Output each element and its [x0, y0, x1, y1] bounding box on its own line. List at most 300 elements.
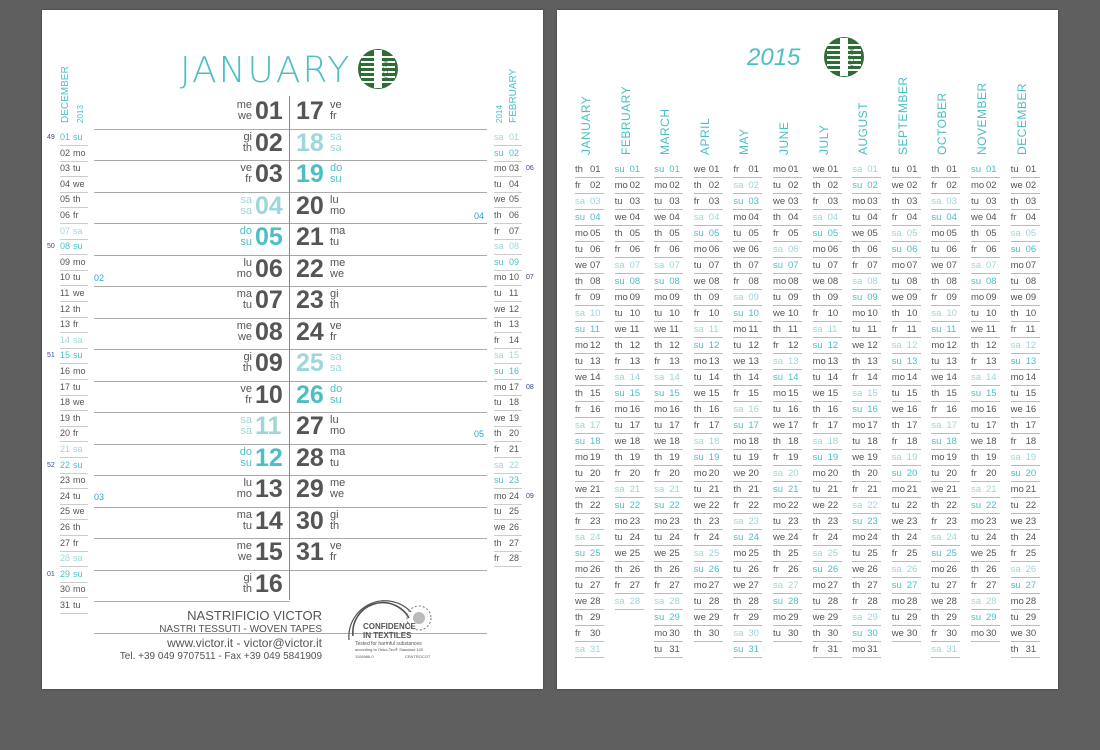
date-cell [615, 194, 644, 210]
day-abbr: we [654, 212, 667, 223]
date-number: 23 [669, 516, 680, 527]
day-name [330, 447, 345, 469]
date-number: 07 [1025, 260, 1037, 271]
month-header: OCTOBER [935, 92, 950, 155]
date-cell [654, 562, 683, 578]
date-cell [852, 498, 881, 514]
month-marker: 05 [474, 429, 485, 440]
company-name: NASTRIFICIO VICTOR [187, 608, 322, 623]
date-cell [892, 354, 921, 370]
year-title: 2015 [747, 44, 801, 71]
date-cell [813, 242, 842, 258]
next-month-day [494, 520, 522, 536]
date-number: 26 [867, 564, 878, 575]
day-abbr: su [891, 356, 902, 367]
date-number: 31 [669, 644, 680, 655]
day-abbr: sa [852, 500, 863, 511]
date-cell [1011, 162, 1040, 178]
date-cell [931, 578, 960, 594]
day-abbr: su [614, 388, 625, 399]
date-cell [852, 338, 881, 354]
day-abbr: fr [931, 180, 938, 191]
date-number: 25 [1025, 548, 1037, 559]
day-abbr: sa [812, 548, 823, 559]
day-number: 24 [60, 490, 71, 501]
date-number: 12 [629, 340, 641, 351]
day-name-it: me [236, 99, 252, 111]
day-name-it: do [239, 225, 252, 237]
date-number: 02 [827, 180, 839, 191]
day-abbr: fr [614, 468, 621, 479]
day-abbr: sa [654, 260, 665, 271]
day-abbr: tu [733, 564, 742, 575]
next-month-day [494, 208, 522, 224]
day-abbr: fr [575, 516, 581, 527]
day-abbr: tu [733, 340, 742, 351]
date-cell [773, 418, 802, 434]
day-abbr: fr [812, 196, 819, 207]
day-abbr: th [1010, 532, 1019, 543]
date-cell [773, 450, 802, 466]
date-cell [615, 274, 644, 290]
date-cell [813, 194, 842, 210]
day-abbr: tu [812, 484, 821, 495]
date-cell [813, 498, 842, 514]
day-name-it: gi [330, 288, 339, 300]
day-abbr: th [575, 612, 583, 623]
date-cell [654, 354, 683, 370]
day-abbr: we [614, 212, 627, 223]
week-number: 08 [526, 383, 534, 391]
date-number: 08 [1025, 276, 1037, 287]
date-cell [694, 162, 723, 178]
date-number: 06 [986, 244, 997, 255]
date-cell [1011, 178, 1040, 194]
row-divider [94, 349, 487, 350]
day-abbr: sa [852, 164, 863, 175]
day-number: 17 [60, 381, 71, 392]
day-name-en: fr [330, 330, 337, 343]
month-marker: 02 [94, 273, 105, 284]
day-name: sa [494, 241, 504, 252]
day-abbr: fr [693, 196, 700, 207]
day-name [222, 163, 252, 185]
date-number: 04 [669, 212, 680, 223]
next-month-day [494, 473, 522, 489]
date-number: 30 [906, 628, 918, 639]
day-name: th [73, 194, 81, 205]
day-abbr: su [852, 628, 863, 639]
day-abbr: we [852, 564, 865, 575]
day-abbr: tu [733, 452, 742, 463]
day-abbr: th [812, 516, 821, 527]
date-cell [852, 594, 881, 610]
day-abbr: fr [1010, 436, 1017, 447]
date-number: 17 [669, 420, 680, 431]
prev-month-day [60, 208, 88, 224]
date-number: 18 [1025, 436, 1037, 447]
date-number: 02 [946, 180, 957, 191]
date-number: 30 [669, 628, 680, 639]
date-cell [773, 466, 802, 482]
day-abbr: we [575, 484, 588, 495]
day-abbr: fr [773, 228, 779, 239]
row-divider [94, 192, 487, 193]
date-number: 25 [669, 548, 680, 559]
day-number: 26 [296, 380, 324, 409]
date-cell [733, 242, 762, 258]
next-month-label: FEBRUARY [508, 68, 519, 123]
day-name [330, 258, 345, 280]
day-abbr: tu [931, 580, 940, 591]
day-abbr: tu [891, 164, 900, 175]
day-abbr: fr [891, 324, 898, 335]
date-number: 21 [906, 484, 918, 495]
day-abbr: sa [852, 388, 863, 399]
day-abbr: we [891, 404, 904, 415]
day-abbr: su [654, 276, 665, 287]
day-abbr: fr [773, 452, 779, 463]
day-name: su [73, 241, 83, 252]
date-cell [931, 626, 960, 642]
day-name [222, 510, 252, 532]
date-number: 13 [1025, 356, 1037, 367]
date-cell [615, 546, 644, 562]
day-abbr: mo [971, 180, 985, 191]
day-abbr: th [1010, 196, 1019, 207]
date-cell [892, 258, 921, 274]
day-abbr: th [654, 452, 663, 463]
day-number: 22 [296, 254, 324, 283]
day-abbr: fr [971, 580, 977, 591]
prev-month-day [60, 395, 88, 411]
date-number: 13 [946, 356, 957, 367]
date-cell [852, 306, 881, 322]
date-cell [694, 626, 723, 642]
day-abbr: we [693, 500, 706, 511]
date-number: 02 [748, 180, 759, 191]
date-number: 14 [590, 372, 601, 383]
date-number: 06 [708, 244, 720, 255]
day-number: 31 [60, 600, 71, 610]
week-number: 52 [47, 461, 55, 469]
date-cell [615, 306, 644, 322]
day-number: 19 [296, 160, 324, 188]
day-abbr: fr [852, 596, 858, 607]
date-cell [931, 290, 960, 306]
date-number: 25 [788, 548, 799, 559]
next-month-day [494, 130, 522, 146]
day-number: 09 [60, 256, 71, 267]
date-cell [733, 546, 762, 562]
day-abbr: tu [1010, 500, 1019, 511]
date-number: 03 [867, 196, 878, 207]
logo-text: VICTOR [850, 45, 856, 69]
date-number: 28 [748, 596, 759, 607]
date-number: 05 [590, 228, 601, 239]
date-number: 24 [906, 532, 918, 543]
date-number: 05 [946, 228, 957, 239]
date-number: 29 [748, 612, 759, 623]
date-cell [892, 562, 921, 578]
date-cell [773, 370, 802, 386]
day-number: 18 [296, 128, 324, 157]
day-abbr: th [654, 340, 663, 351]
day-abbr: sa [733, 628, 744, 639]
date-number: 01 [906, 164, 918, 175]
day-abbr: we [654, 548, 667, 559]
day-number: 19 [509, 412, 520, 423]
victor-logo-icon [357, 48, 399, 90]
date-number: 27 [708, 580, 720, 591]
day-abbr: th [733, 372, 742, 383]
row-divider [94, 507, 487, 508]
date-cell [813, 386, 842, 402]
date-number: 08 [946, 276, 957, 287]
day-abbr: mo [971, 516, 985, 527]
day-abbr: mo [733, 548, 747, 559]
day-name-en: sa [330, 362, 342, 374]
day-name-en: th [242, 582, 252, 595]
day-abbr: mo [654, 516, 668, 527]
day-abbr: th [575, 500, 583, 511]
date-number: 30 [748, 628, 759, 639]
date-number: 23 [946, 516, 957, 527]
date-cell [773, 306, 802, 322]
day-abbr: su [693, 564, 704, 575]
date-cell [773, 338, 802, 354]
day-number: 06 [255, 254, 283, 283]
day-abbr: su [971, 500, 982, 511]
date-number: 17 [748, 420, 759, 431]
day-abbr: th [614, 228, 623, 239]
date-cell [892, 290, 921, 306]
day-abbr: su [733, 308, 744, 319]
day-number: 25 [296, 349, 324, 377]
next-month-day [494, 270, 522, 286]
date-number: 27 [986, 580, 997, 591]
date-number: 25 [590, 548, 601, 559]
prev-month-day [60, 270, 88, 286]
date-cell [971, 482, 1000, 498]
date-number: 16 [946, 404, 957, 415]
date-cell [931, 562, 960, 578]
day-abbr: mo [773, 500, 787, 511]
date-number: 12 [946, 340, 957, 351]
day-abbr: tu [931, 356, 940, 367]
date-number: 25 [748, 548, 759, 559]
date-cell [615, 210, 644, 226]
date-number: 04 [1025, 212, 1037, 223]
date-cell [694, 306, 723, 322]
week-number: 01 [47, 570, 55, 578]
day-abbr: th [575, 388, 583, 399]
day-number: 26 [509, 522, 520, 532]
day-abbr: fr [1010, 324, 1017, 335]
day-abbr: mo [812, 580, 826, 591]
day-abbr: we [693, 612, 706, 623]
date-number: 31 [827, 644, 839, 655]
day-abbr: tu [852, 212, 861, 223]
day-name-en: sa [240, 425, 252, 437]
date-number: 22 [986, 500, 997, 511]
date-number: 06 [629, 244, 641, 255]
date-number: 16 [906, 404, 918, 415]
day-abbr: sa [852, 612, 863, 623]
month-header: DECEMBER [1014, 82, 1029, 155]
next-month-day [494, 177, 522, 193]
date-cell [773, 482, 802, 498]
date-number: 11 [669, 324, 680, 335]
day-abbr: fr [812, 420, 819, 431]
day-abbr: we [575, 372, 588, 383]
day-abbr: sa [891, 452, 902, 463]
date-cell [1011, 274, 1040, 290]
day-name-en: mo [236, 267, 252, 280]
day-abbr: mo [575, 228, 589, 239]
date-number: 12 [906, 340, 918, 351]
date-cell [931, 594, 960, 610]
day-abbr: we [614, 548, 627, 559]
date-cell [852, 530, 881, 546]
date-cell [654, 306, 683, 322]
day-abbr: we [891, 292, 904, 303]
day-abbr: su [733, 644, 744, 655]
date-number: 12 [708, 340, 720, 351]
day-abbr: tu [654, 420, 663, 431]
day-abbr: tu [891, 612, 900, 623]
date-cell [694, 402, 723, 418]
row-divider [94, 381, 487, 382]
date-cell [694, 594, 723, 610]
date-cell [773, 514, 802, 530]
victor-logo [357, 48, 399, 90]
date-cell [1011, 546, 1040, 562]
date-cell [813, 450, 842, 466]
day-abbr: we [654, 324, 667, 335]
date-cell [733, 226, 762, 242]
date-cell [852, 354, 881, 370]
day-name-en: th [330, 519, 340, 532]
day-abbr: fr [575, 292, 581, 303]
day-abbr: mo [614, 180, 628, 191]
date-number: 14 [986, 372, 997, 383]
day-abbr: th [891, 420, 900, 431]
date-number: 24 [827, 532, 839, 543]
date-cell [931, 242, 960, 258]
day-name: su [494, 366, 504, 376]
day-abbr: su [773, 260, 784, 271]
date-number: 11 [1025, 324, 1036, 335]
row-divider [94, 286, 487, 287]
day-number: 08 [509, 241, 520, 252]
date-number: 02 [986, 180, 997, 191]
date-number: 18 [906, 436, 918, 447]
date-cell [971, 194, 1000, 210]
prev-month-day [60, 317, 88, 333]
date-number: 16 [590, 404, 601, 415]
day-abbr: sa [852, 276, 863, 287]
date-cell [852, 562, 881, 578]
date-number: 02 [906, 180, 918, 191]
date-number: 27 [788, 580, 799, 591]
day-name-en: fr [245, 173, 252, 185]
date-number: 15 [867, 388, 878, 399]
date-cell [971, 434, 1000, 450]
day-number: 07 [509, 225, 520, 236]
day-abbr: th [812, 628, 821, 639]
date-cell [773, 562, 802, 578]
day-name-it: gi [243, 351, 252, 363]
day-abbr: mo [812, 468, 826, 479]
date-cell [852, 546, 881, 562]
date-cell [694, 482, 723, 498]
prev-month-day [60, 161, 88, 177]
prev-month-day [60, 255, 88, 271]
date-number: 24 [788, 532, 799, 543]
prev-month-day [60, 286, 88, 302]
date-cell [892, 626, 921, 642]
date-number: 04 [590, 212, 601, 223]
date-cell [852, 210, 881, 226]
date-cell [931, 274, 960, 290]
day-name-it: lu [243, 256, 252, 269]
date-cell [813, 210, 842, 226]
day-number: 06 [60, 210, 71, 220]
day-abbr: su [812, 340, 823, 351]
day-abbr: th [971, 564, 979, 575]
date-cell [654, 530, 683, 546]
date-cell [931, 210, 960, 226]
day-name: we [494, 412, 506, 423]
date-number: 06 [906, 244, 918, 255]
day-abbr: su [971, 276, 982, 287]
date-number: 18 [669, 436, 680, 447]
date-cell [971, 546, 1000, 562]
date-cell [852, 466, 881, 482]
date-cell [575, 562, 604, 578]
day-abbr: mo [654, 292, 668, 303]
date-number: 17 [1025, 420, 1037, 431]
day-abbr: th [971, 340, 979, 351]
date-cell [615, 258, 644, 274]
day-abbr: th [891, 196, 900, 207]
oeko-tex-certificate [347, 600, 442, 665]
prev-month-day [60, 411, 88, 427]
date-cell [931, 194, 960, 210]
date-number: 25 [708, 548, 720, 559]
date-number: 09 [946, 292, 957, 303]
day-abbr: sa [1010, 452, 1021, 463]
day-number: 18 [509, 397, 520, 408]
date-cell [813, 466, 842, 482]
date-number: 29 [1025, 612, 1037, 623]
day-name [222, 321, 252, 343]
day-abbr: mo [773, 612, 787, 623]
day-abbr: fr [891, 548, 898, 559]
date-number: 25 [867, 548, 878, 559]
date-cell [971, 162, 1000, 178]
month-header: APRIL [697, 117, 712, 155]
day-abbr: we [812, 500, 825, 511]
date-cell [852, 642, 881, 658]
date-number: 30 [986, 628, 997, 639]
day-abbr: th [773, 212, 781, 223]
day-number: 07 [60, 225, 71, 236]
date-cell [971, 258, 1000, 274]
day-abbr: su [1010, 244, 1021, 255]
date-number: 20 [708, 468, 720, 479]
